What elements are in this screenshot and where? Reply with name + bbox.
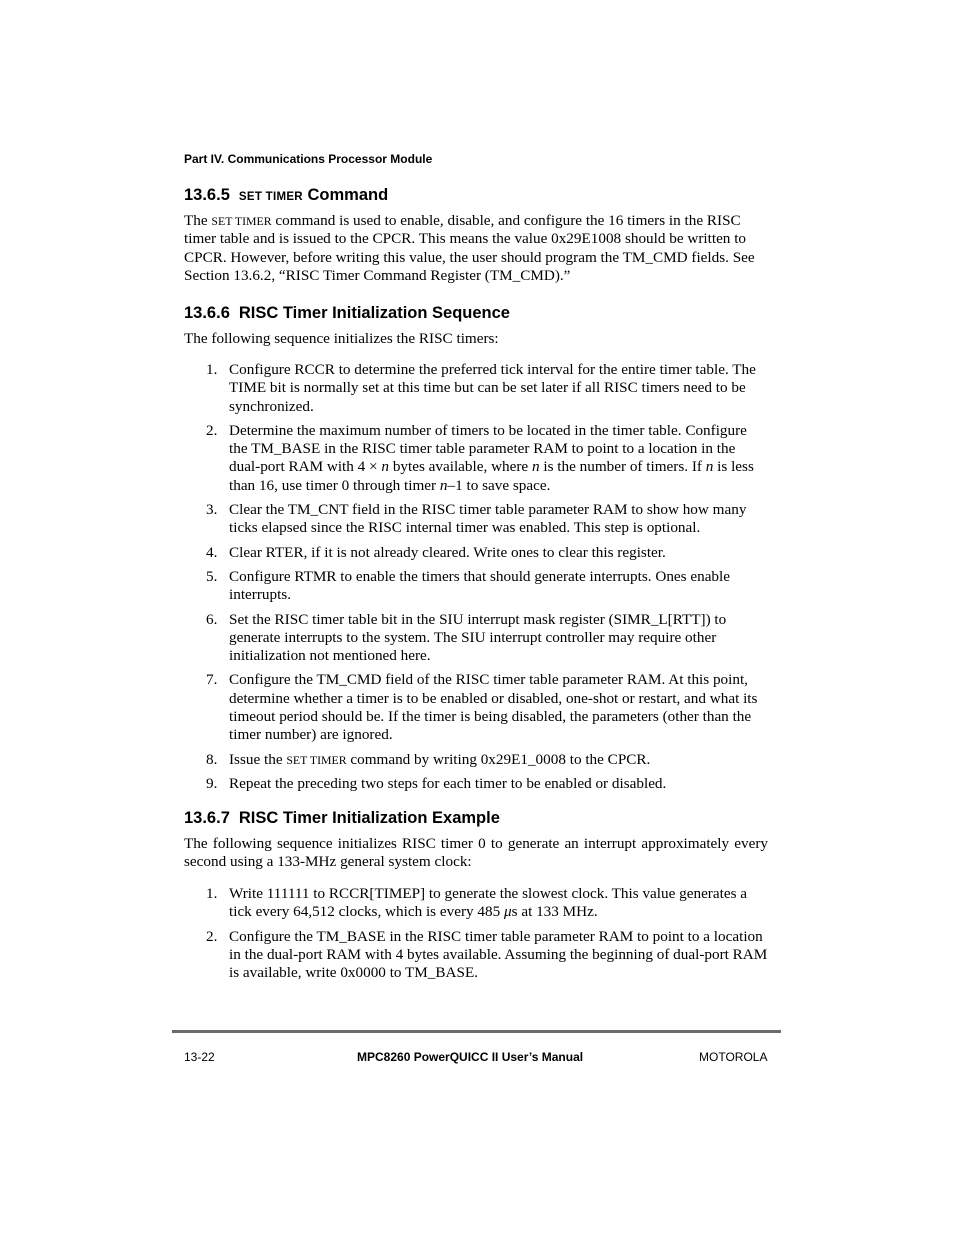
heading-text: RISC Timer Initialization Sequence bbox=[238, 304, 510, 322]
section-number: 13.6.6 bbox=[184, 304, 230, 322]
list-text: Write 111111 to RCCR[TIMEP] to generate the slowest clock. This value generates a tick every 64,512 clocks, which is every 485 bbox=[229, 885, 748, 921]
list-number: 1. bbox=[206, 361, 218, 378]
heading-smallcaps: SET TIMER bbox=[238, 191, 303, 203]
list-item bbox=[184, 544, 768, 562]
list-number: 8. bbox=[206, 750, 218, 768]
list-text: Configure RTMR to enable the timers that should generate interrupts. Ones enable interrupts. bbox=[229, 567, 730, 604]
init-example-list bbox=[184, 885, 768, 982]
list-number: 5. bbox=[206, 567, 218, 585]
list-number: 7. bbox=[206, 671, 218, 689]
list-item bbox=[184, 671, 768, 744]
text-run: command is used to enable, disable, and configure the 16 timers in the RISC timer table and is issued to the CPCR. This means the value 0x29E1008 should be written to CPCR. However, before writing this value, the user should program the TM_CMD fields. See Section 13.6.2, “RISC Timer Command Register (TM_CMD).” bbox=[184, 212, 755, 284]
list-text: bytes available, where bbox=[389, 458, 532, 476]
list-item bbox=[184, 611, 768, 666]
list-number: 2. bbox=[206, 421, 218, 439]
smallcaps-run: SET TIMER bbox=[286, 752, 347, 767]
list-number: 1. bbox=[206, 885, 218, 902]
list-text: Issue the bbox=[229, 750, 287, 768]
variable: n bbox=[705, 458, 714, 476]
list-text: –1 to save space. bbox=[447, 476, 551, 494]
list-item bbox=[184, 751, 768, 769]
variable: n bbox=[531, 458, 540, 476]
list-text: Repeat the preceding two steps for each timer to be enabled or disabled. bbox=[229, 774, 667, 792]
list-item bbox=[184, 501, 768, 538]
company-name: MOTOROLA bbox=[699, 1050, 768, 1064]
list-text: command by writing 0x29E1_0008 to the CPCR. bbox=[346, 750, 651, 768]
list-text: Configure the TM_BASE in the RISC timer table parameter RAM to point to a location in the dual-port RAM with 4 bytes available. Assuming the beginning of dual-port RAM is available, write 0x0000 to TM_BASE. bbox=[229, 927, 768, 982]
list-text: is the number of timers. If bbox=[539, 458, 706, 476]
heading-13-6-7 bbox=[184, 809, 500, 828]
list-item bbox=[184, 361, 768, 416]
list-text: Configure RCCR to determine the preferred tick interval for the entire timer table. The TIME bit is normally set at this time but can be set later if all RISC timers need to be synchronized. bbox=[229, 361, 756, 415]
section-number: 13.6.5 bbox=[184, 186, 230, 204]
heading-13-6-6 bbox=[184, 304, 510, 323]
list-text: Configure the TM_CMD field of the RISC timer table parameter RAM. At this point, determine whether a timer is to be enabled or disabled, one-shot or restart, and what its timeout period should be. If the timer is being disabled, the parameters (other than the timer number) are ignored. bbox=[229, 671, 758, 744]
smallcaps-run: SET TIMER bbox=[211, 214, 272, 228]
list-item bbox=[184, 928, 768, 983]
heading-13-6-5 bbox=[184, 186, 388, 205]
paragraph-intro-example: The following sequence initializes RISC timer 0 to generate an interrupt approximately every second using a 133-MHz general system clock: bbox=[184, 835, 768, 871]
paragraph-set-timer bbox=[184, 212, 768, 285]
init-sequence-list bbox=[184, 361, 768, 793]
list-text: Clear the TM_CNT field in the RISC timer table parameter RAM to show how many ticks elapsed since the RISC internal timer was enabled. This step is optional. bbox=[229, 501, 747, 537]
list-item bbox=[184, 885, 768, 922]
page-number: 13-22 bbox=[184, 1050, 215, 1064]
list-number: 4. bbox=[206, 543, 218, 561]
list-item bbox=[184, 775, 768, 793]
list-text: Determine the maximum number of timers to be located in the timer table. Configure the TM_BASE in the RISC timer table parameter RAM to point to a location in the dual-port RAM with 4 × bbox=[229, 421, 747, 476]
footer-rule bbox=[172, 1030, 781, 1033]
manual-title: MPC8260 PowerQUICC II User’s Manual bbox=[357, 1050, 584, 1064]
list-number: 2. bbox=[206, 927, 218, 945]
list-text: s at 133 MHz. bbox=[511, 903, 598, 921]
running-head: Part IV. Communications Processor Module bbox=[184, 152, 433, 166]
list-item bbox=[184, 422, 768, 495]
list-number: 6. bbox=[206, 610, 218, 628]
heading-text: RISC Timer Initialization Example bbox=[238, 809, 500, 827]
list-item bbox=[184, 568, 768, 605]
list-number: 3. bbox=[206, 501, 218, 519]
list-text: is less than 16, use timer 0 through timer bbox=[229, 458, 754, 494]
list-text: Set the RISC timer table bit in the SIU interrupt mask register (SIMR_L[RTT]) to generate interrupts to the system. The SIU interrupt controller may require other initialization not mentioned here. bbox=[229, 610, 727, 665]
heading-text: Command bbox=[307, 186, 389, 204]
variable: n bbox=[381, 458, 390, 476]
mu-symbol: μ bbox=[504, 903, 512, 921]
section-number: 13.6.7 bbox=[184, 809, 230, 827]
paragraph-intro-sequence: The following sequence initializes the RISC timers: bbox=[184, 330, 499, 347]
list-text: Clear RTER, if it is not already cleared. Write ones to clear this register. bbox=[229, 543, 666, 561]
variable: n bbox=[439, 476, 448, 494]
text-run: The bbox=[184, 212, 212, 229]
list-number: 9. bbox=[206, 774, 218, 792]
